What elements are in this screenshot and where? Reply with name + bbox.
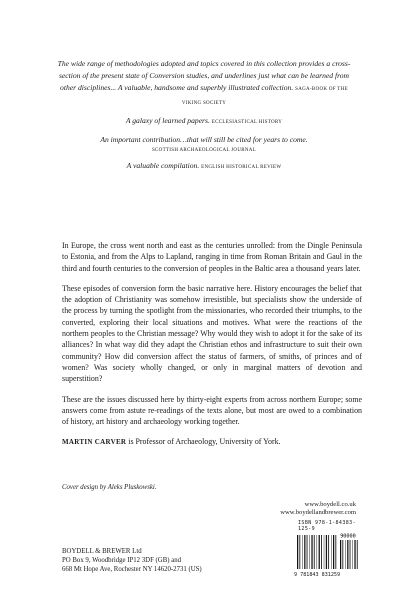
review-source: ENGLISH HISTORICAL REVIEW [201, 165, 282, 170]
blurb-paragraph-1: In Europe, the cross went north and east as the centuries unrolled: from the Dingle Peninsula to Estonia, and from the Alps to Lapland, ranging in time from Roman Britain and Gaul in the third and fourth centuries to the conversion of peoples in the Baltic area a thousand years later. [62, 241, 362, 273]
barcode-bar [319, 535, 320, 569]
review-source: SCOTTISH ARCHAEOLOGICAL JOURNAL [151, 148, 257, 153]
review-2 [56, 115, 352, 129]
blurb [62, 240, 362, 458]
barcode-image [294, 532, 366, 572]
review-quote: A galaxy of learned papers. [125, 116, 210, 125]
barcode-bar [328, 535, 329, 569]
isbn-text: ISBN 978-1-84383-125-9 [298, 520, 356, 532]
barcode-left-group: 781843 [300, 572, 319, 578]
barcode-bar [335, 535, 336, 569]
barcode-bar [342, 540, 343, 569]
review-quote: A valuable compilation. [126, 161, 200, 170]
cover-credit: Cover design by Aleks Pluskowski. [62, 484, 157, 491]
blurb-paragraph-2: These episodes of conversion form the basic narrative here. History encourages the belief that the adoption of Christianity was somehow irresistible, but specialists show the underside of the process by turning the spotlight from the missionaries, who recorded their triumphs, to the converted, exploring their local situations and motives. What were the reactions of the northern peoples to the Christian message? Why would they wish to adopt it for the sake of its alliances? In what way did they adapt the Christian ethos and infrastructure to suit their own community? How did conversion affect the status of farmers, of smiths, of princes and of women? Was society wholly changed, or only in marginal matters of devotion and superstition? [62, 283, 362, 384]
addon-digits: 90000 [340, 533, 356, 540]
blurb-paragraph-3: These are the issues discussed here by thirty-eight experts from across northern Europe; some answers come from astute re-readings of the texts alone, but most are owed to a combination of history, art history and archaeology working together. [62, 394, 362, 427]
review-quote: The wide range of methodologies adopted and topics covered in this collection provides a cross-section of the present state of Conversion studies, and underlines just what can be learned from other disciplines... A valuable, handsome and superbly illustrated collection. [57, 59, 351, 92]
publisher-name: BOYDELL & BREWER Ltd [62, 548, 142, 555]
review-3 [56, 134, 352, 155]
reviews-section [56, 58, 352, 179]
publisher-websites [280, 501, 356, 518]
website-link[interactable]: www.boydellandbrewer.com [280, 509, 356, 517]
publisher-address [62, 548, 202, 574]
author-bio [62, 436, 362, 448]
publisher-address-line-2: 668 Mt Hope Ave, Rochester NY 14620-2731 (US) [62, 565, 202, 573]
barcode-bar [311, 535, 312, 569]
addon-bars [340, 540, 358, 569]
barcode-bar [314, 535, 315, 569]
barcode-digits [294, 572, 366, 578]
barcode-bar [357, 540, 358, 569]
barcode-bar [354, 540, 355, 569]
website-link[interactable]: www.boydell.co.uk [304, 501, 356, 508]
barcode-bar [321, 535, 322, 569]
author-name: MARTIN CARVER [62, 438, 127, 447]
author-description: is Professor of Archaeology, University of York. [126, 437, 281, 447]
barcode-bar [333, 535, 334, 569]
review-1 [56, 58, 352, 110]
barcode-right-group: 831259 [321, 572, 341, 578]
barcode-bar [304, 535, 305, 569]
review-4 [56, 160, 352, 174]
barcode-bar [347, 540, 348, 569]
barcode-bar [326, 535, 327, 569]
barcode-bar [340, 540, 341, 569]
publisher-address-line-1: PO Box 9, Woodbridge IP12 3DF (GB) and [62, 556, 182, 564]
barcode-bar [307, 535, 308, 569]
barcode-first-digit: 9 [294, 572, 298, 578]
review-source: ECCLESIASTICAL HISTORY [211, 120, 283, 125]
ean-bars [297, 535, 336, 569]
barcode-bar [299, 535, 300, 569]
barcode-bar [350, 540, 351, 569]
barcode-bar [297, 535, 298, 569]
review-quote: An important contribution…that will still be cited for years to come. [100, 135, 308, 144]
barcode-block [294, 520, 366, 578]
review-source: SAGA-BOOK OF THE VIKING SOCIETY [181, 87, 348, 106]
